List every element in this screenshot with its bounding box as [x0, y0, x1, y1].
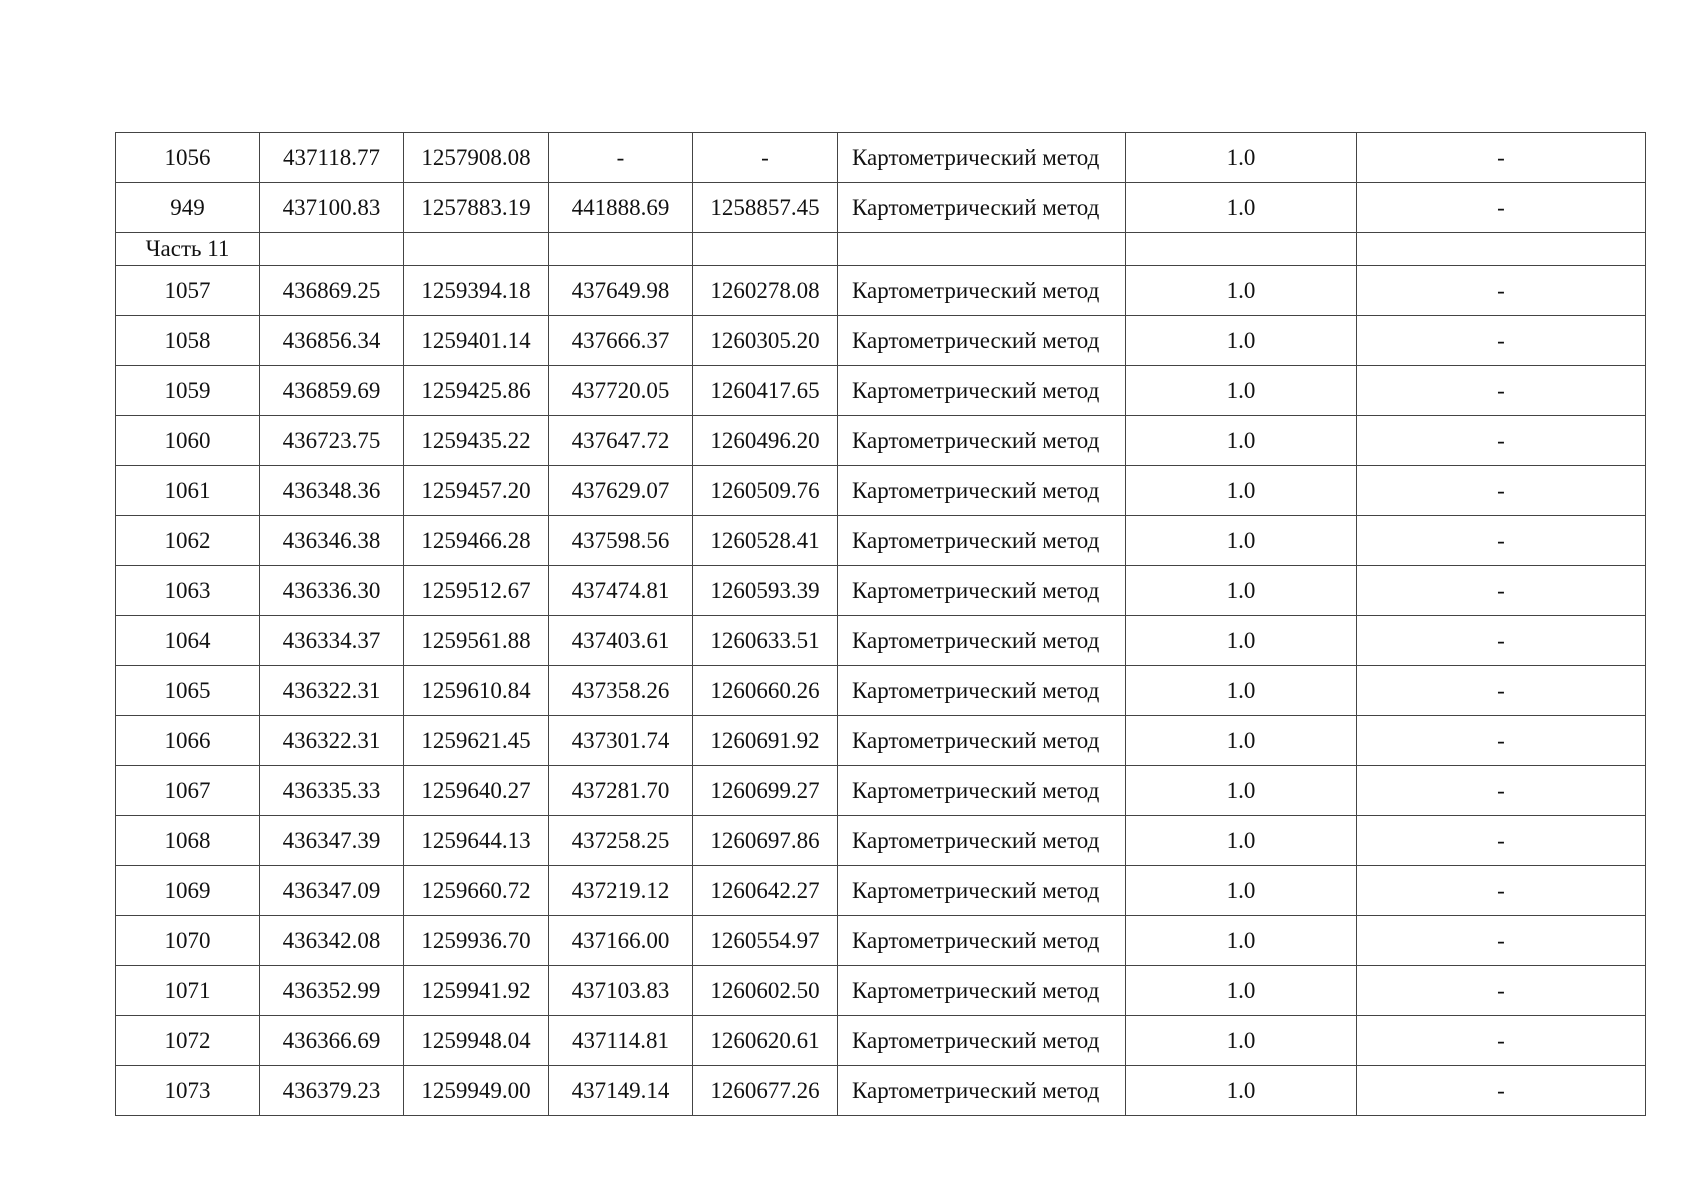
table-row [116, 316, 1646, 366]
note-cell: - [1357, 1016, 1646, 1066]
y1-coordinate-cell: 1259644.13 [404, 816, 549, 866]
x1-coordinate-cell: 436723.75 [260, 416, 404, 466]
point-number-cell: 1069 [116, 866, 260, 916]
point-number-cell: 1063 [116, 566, 260, 616]
section-label: Часть 11 [116, 233, 260, 266]
table-row [116, 133, 1646, 183]
point-number-cell: 1072 [116, 1016, 260, 1066]
accuracy-cell: 1.0 [1126, 816, 1357, 866]
empty-cell [404, 233, 549, 266]
method-cell: Картометрический метод [838, 666, 1126, 716]
x2-coordinate-cell: 437403.61 [549, 616, 693, 666]
accuracy-cell: 1.0 [1126, 266, 1357, 316]
table-row [116, 1016, 1646, 1066]
empty-cell [260, 233, 404, 266]
method-cell: Картометрический метод [838, 866, 1126, 916]
y1-coordinate-cell: 1259512.67 [404, 566, 549, 616]
x2-coordinate-cell: 437219.12 [549, 866, 693, 916]
method-cell: Картометрический метод [838, 916, 1126, 966]
y1-coordinate-cell: 1259610.84 [404, 666, 549, 716]
note-cell: - [1357, 466, 1646, 516]
accuracy-cell: 1.0 [1126, 966, 1357, 1016]
x1-coordinate-cell: 436335.33 [260, 766, 404, 816]
method-cell: Картометрический метод [838, 766, 1126, 816]
x1-coordinate-cell: 436347.09 [260, 866, 404, 916]
point-number-cell: 1062 [116, 516, 260, 566]
method-cell: Картометрический метод [838, 516, 1126, 566]
y1-coordinate-cell: 1259948.04 [404, 1016, 549, 1066]
accuracy-cell: 1.0 [1126, 183, 1357, 233]
method-cell: Картометрический метод [838, 366, 1126, 416]
note-cell: - [1357, 966, 1646, 1016]
method-cell: Картометрический метод [838, 1016, 1126, 1066]
x1-coordinate-cell: 436352.99 [260, 966, 404, 1016]
method-cell: Картометрический метод [838, 183, 1126, 233]
point-number-cell: 1064 [116, 616, 260, 666]
x1-coordinate-cell: 436342.08 [260, 916, 404, 966]
point-number-cell: 1060 [116, 416, 260, 466]
note-cell: - [1357, 416, 1646, 466]
x2-coordinate-cell: 437103.83 [549, 966, 693, 1016]
method-cell: Картометрический метод [838, 316, 1126, 366]
x1-coordinate-cell: 436334.37 [260, 616, 404, 666]
x1-coordinate-cell: 436366.69 [260, 1016, 404, 1066]
y2-coordinate-cell: 1260691.92 [693, 716, 838, 766]
y2-coordinate-cell: 1260509.76 [693, 466, 838, 516]
coordinates-table [115, 132, 1646, 1116]
y2-coordinate-cell: 1260660.26 [693, 666, 838, 716]
point-number-cell: 1056 [116, 133, 260, 183]
table-row [116, 816, 1646, 866]
accuracy-cell: 1.0 [1126, 916, 1357, 966]
y1-coordinate-cell: 1259425.86 [404, 366, 549, 416]
accuracy-cell: 1.0 [1126, 566, 1357, 616]
x2-coordinate-cell: 437598.56 [549, 516, 693, 566]
note-cell: - [1357, 366, 1646, 416]
note-cell: - [1357, 816, 1646, 866]
method-cell: Картометрический метод [838, 566, 1126, 616]
x1-coordinate-cell: 436322.31 [260, 716, 404, 766]
accuracy-cell: 1.0 [1126, 133, 1357, 183]
note-cell: - [1357, 866, 1646, 916]
point-number-cell: 1068 [116, 816, 260, 866]
table-row [116, 1066, 1646, 1116]
y2-coordinate-cell: 1260593.39 [693, 566, 838, 616]
x1-coordinate-cell: 436336.30 [260, 566, 404, 616]
note-cell: - [1357, 616, 1646, 666]
note-cell: - [1357, 183, 1646, 233]
note-cell: - [1357, 766, 1646, 816]
empty-cell [838, 233, 1126, 266]
point-number-cell: 1061 [116, 466, 260, 516]
y1-coordinate-cell: 1257908.08 [404, 133, 549, 183]
point-number-cell: 1057 [116, 266, 260, 316]
table-row [116, 566, 1646, 616]
y2-coordinate-cell: 1260633.51 [693, 616, 838, 666]
accuracy-cell: 1.0 [1126, 716, 1357, 766]
y2-coordinate-cell: 1260697.86 [693, 816, 838, 866]
table-row [116, 416, 1646, 466]
accuracy-cell: 1.0 [1126, 1016, 1357, 1066]
table-row [116, 183, 1646, 233]
table-row [116, 966, 1646, 1016]
x2-coordinate-cell: 437281.70 [549, 766, 693, 816]
y1-coordinate-cell: 1259936.70 [404, 916, 549, 966]
empty-cell [693, 233, 838, 266]
y2-coordinate-cell: 1260602.50 [693, 966, 838, 1016]
note-cell: - [1357, 133, 1646, 183]
table-row [116, 916, 1646, 966]
x1-coordinate-cell: 437118.77 [260, 133, 404, 183]
method-cell: Картометрический метод [838, 466, 1126, 516]
note-cell: - [1357, 566, 1646, 616]
y1-coordinate-cell: 1259660.72 [404, 866, 549, 916]
x2-coordinate-cell: 437647.72 [549, 416, 693, 466]
x1-coordinate-cell: 436346.38 [260, 516, 404, 566]
method-cell: Картометрический метод [838, 133, 1126, 183]
x2-coordinate-cell: 437301.74 [549, 716, 693, 766]
method-cell: Картометрический метод [838, 716, 1126, 766]
accuracy-cell: 1.0 [1126, 766, 1357, 816]
x1-coordinate-cell: 436856.34 [260, 316, 404, 366]
method-cell: Картометрический метод [838, 966, 1126, 1016]
x2-coordinate-cell: 437666.37 [549, 316, 693, 366]
x2-coordinate-cell: 437474.81 [549, 566, 693, 616]
x2-coordinate-cell: - [549, 133, 693, 183]
empty-cell [1126, 233, 1357, 266]
point-number-cell: 1070 [116, 916, 260, 966]
y2-coordinate-cell: 1260677.26 [693, 1066, 838, 1116]
note-cell: - [1357, 716, 1646, 766]
x1-coordinate-cell: 436348.36 [260, 466, 404, 516]
x1-coordinate-cell: 436869.25 [260, 266, 404, 316]
accuracy-cell: 1.0 [1126, 366, 1357, 416]
y2-coordinate-cell: - [693, 133, 838, 183]
y2-coordinate-cell: 1260699.27 [693, 766, 838, 816]
point-number-cell: 1059 [116, 366, 260, 416]
table-row [116, 666, 1646, 716]
point-number-cell: 949 [116, 183, 260, 233]
x2-coordinate-cell: 437258.25 [549, 816, 693, 866]
method-cell: Картометрический метод [838, 616, 1126, 666]
y1-coordinate-cell: 1259394.18 [404, 266, 549, 316]
accuracy-cell: 1.0 [1126, 416, 1357, 466]
note-cell: - [1357, 266, 1646, 316]
note-cell: - [1357, 916, 1646, 966]
table-row [116, 616, 1646, 666]
y2-coordinate-cell: 1260305.20 [693, 316, 838, 366]
y1-coordinate-cell: 1259401.14 [404, 316, 549, 366]
x2-coordinate-cell: 441888.69 [549, 183, 693, 233]
point-number-cell: 1058 [116, 316, 260, 366]
accuracy-cell: 1.0 [1126, 866, 1357, 916]
point-number-cell: 1065 [116, 666, 260, 716]
x2-coordinate-cell: 437358.26 [549, 666, 693, 716]
point-number-cell: 1066 [116, 716, 260, 766]
accuracy-cell: 1.0 [1126, 516, 1357, 566]
accuracy-cell: 1.0 [1126, 666, 1357, 716]
y1-coordinate-cell: 1257883.19 [404, 183, 549, 233]
y2-coordinate-cell: 1260528.41 [693, 516, 838, 566]
x1-coordinate-cell: 436322.31 [260, 666, 404, 716]
y2-coordinate-cell: 1260554.97 [693, 916, 838, 966]
table-row [116, 266, 1646, 316]
y1-coordinate-cell: 1259561.88 [404, 616, 549, 666]
y2-coordinate-cell: 1260642.27 [693, 866, 838, 916]
method-cell: Картометрический метод [838, 266, 1126, 316]
y1-coordinate-cell: 1259621.45 [404, 716, 549, 766]
x2-coordinate-cell: 437149.14 [549, 1066, 693, 1116]
y1-coordinate-cell: 1259435.22 [404, 416, 549, 466]
x1-coordinate-cell: 437100.83 [260, 183, 404, 233]
y1-coordinate-cell: 1259640.27 [404, 766, 549, 816]
note-cell: - [1357, 316, 1646, 366]
x2-coordinate-cell: 437720.05 [549, 366, 693, 416]
table-body [116, 133, 1646, 1116]
accuracy-cell: 1.0 [1126, 466, 1357, 516]
empty-cell [1357, 233, 1646, 266]
y1-coordinate-cell: 1259949.00 [404, 1066, 549, 1116]
x1-coordinate-cell: 436379.23 [260, 1066, 404, 1116]
accuracy-cell: 1.0 [1126, 1066, 1357, 1116]
table-row [116, 516, 1646, 566]
y2-coordinate-cell: 1260278.08 [693, 266, 838, 316]
table-row [116, 866, 1646, 916]
note-cell: - [1357, 516, 1646, 566]
y2-coordinate-cell: 1260417.65 [693, 366, 838, 416]
section-header-row [116, 233, 1646, 266]
point-number-cell: 1067 [116, 766, 260, 816]
x1-coordinate-cell: 436347.39 [260, 816, 404, 866]
method-cell: Картометрический метод [838, 816, 1126, 866]
note-cell: - [1357, 666, 1646, 716]
y1-coordinate-cell: 1259466.28 [404, 516, 549, 566]
point-number-cell: 1071 [116, 966, 260, 1016]
point-number-cell: 1073 [116, 1066, 260, 1116]
note-cell: - [1357, 1066, 1646, 1116]
accuracy-cell: 1.0 [1126, 316, 1357, 366]
table-row [116, 716, 1646, 766]
x2-coordinate-cell: 437114.81 [549, 1016, 693, 1066]
y2-coordinate-cell: 1258857.45 [693, 183, 838, 233]
y1-coordinate-cell: 1259457.20 [404, 466, 549, 516]
y1-coordinate-cell: 1259941.92 [404, 966, 549, 1016]
accuracy-cell: 1.0 [1126, 616, 1357, 666]
x2-coordinate-cell: 437166.00 [549, 916, 693, 966]
table-row [116, 466, 1646, 516]
x1-coordinate-cell: 436859.69 [260, 366, 404, 416]
y2-coordinate-cell: 1260620.61 [693, 1016, 838, 1066]
method-cell: Картометрический метод [838, 416, 1126, 466]
table-row [116, 366, 1646, 416]
x2-coordinate-cell: 437629.07 [549, 466, 693, 516]
table-row [116, 766, 1646, 816]
y2-coordinate-cell: 1260496.20 [693, 416, 838, 466]
empty-cell [549, 233, 693, 266]
method-cell: Картометрический метод [838, 1066, 1126, 1116]
x2-coordinate-cell: 437649.98 [549, 266, 693, 316]
